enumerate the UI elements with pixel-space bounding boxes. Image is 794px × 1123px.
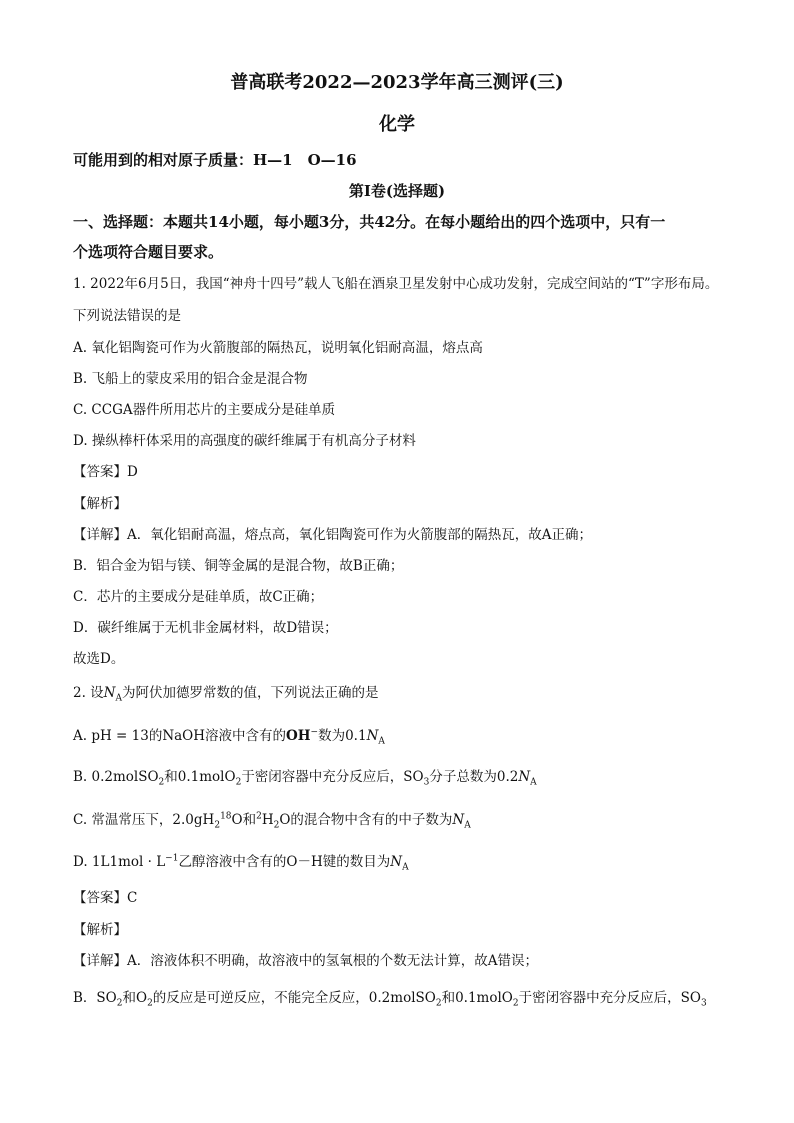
q1-answer: 【答案】D [73,464,138,480]
q2-stem-prefix: 2. 设 [73,685,104,701]
q2-detail-a: 【详解】A．溶液体积不明确，故溶液中的氢氧根的个数无法计算，故A错误； [73,953,538,969]
q1-detail-b: B．铝合金为铝与镁、铜等金属的是混合物，故B正确； [73,558,404,574]
q2-answer: 【答案】C [73,890,138,906]
avogadro-symbol: N [103,685,116,701]
q1-option-b: B. 飞船上的蒙皮采用的铝合金是混合物 [73,371,308,387]
exam-title: 普高联考2022—2023学年高三测评(三) [230,72,564,93]
q1-option-d: D. 操纵棒杆体采用的高强度的碳纤维属于有机高分子材料 [73,433,416,449]
q2-option-a: A. pH = 13的NaOH溶液中含有的OH−数为$0.1N_A$ [73,727,385,747]
q2-analysis-label: 【解析】 [73,922,127,938]
section-heading: 第Ⅰ卷(选择题) [348,182,446,200]
q1-stem-line-2: 下列说法错误的是 [73,308,181,324]
q1-option-a: A. 氧化铝陶瓷可作为火箭腹部的隔热瓦，说明氧化铝耐高温，熔点高 [73,340,483,356]
instructions-line-1: 一、选择题：本题共14小题，每小题3分，共42分。在每小题给出的四个选项中，只有一 [73,213,666,231]
q1-detail-d: D．碳纤维属于无机非金属材料，故D错误； [73,620,338,636]
q2-stem-suffix: 为阿伏加德罗常数的值，下列说法正确的是 [121,685,379,701]
q1-detail-a: 【详解】A．氧化铝耐高温，熔点高，氧化铝陶瓷可作为火箭腹部的隔热瓦，故A正确； [73,527,592,543]
q1-analysis-label: 【解析】 [73,496,127,512]
q2-detail-b: B．$SO_2$和$O_2$的反应是可逆反应，不能完全反应，0.2molSO$_2$和0.1molO$_2$于密闭容器中充分反应后，$SO_3$ [73,990,707,1009]
q2-option-c: C. 常温常压下，$2.0gH_2^{18}O$和$^2H_2O$的混合物中含有的中子数为$N_A$ [73,811,471,831]
q2-option-d: D. $1L1mol \cdot L^{-1}$乙醇溶液中含有的O－H键的数目为$N_A$ [73,853,409,873]
q2-stem: 2. 设$N_A$为阿伏加德罗常数的值，下列说法正确的是 [73,685,379,704]
q1-detail-c: C．芯片的主要成分是硅单质，故C正确； [73,589,324,605]
q2-option-b: B. 0.2molSO$_2$和0.1molO$_2$于密闭容器中充分反应后，$SO_3$分子总数为$0.2N_A$ [73,769,537,788]
q1-option-c: C. CCGA器件所用芯片的主要成分是硅单质 [73,402,336,418]
atomic-mass-note: 可能用到的相对原子质量：H—1 O—16 [73,151,357,169]
instructions-line-2: 个选项符合题目要求。 [73,243,224,261]
q1-conclusion: 故选D。 [73,651,125,667]
subject-title: 化学 [379,114,415,135]
q1-stem-line-1: 1. 2022年6月5日，我国“神舟十四号”载人飞船在酒泉卫星发射中心成功发射，完成空间站的“T”字形布局。 [73,276,719,292]
